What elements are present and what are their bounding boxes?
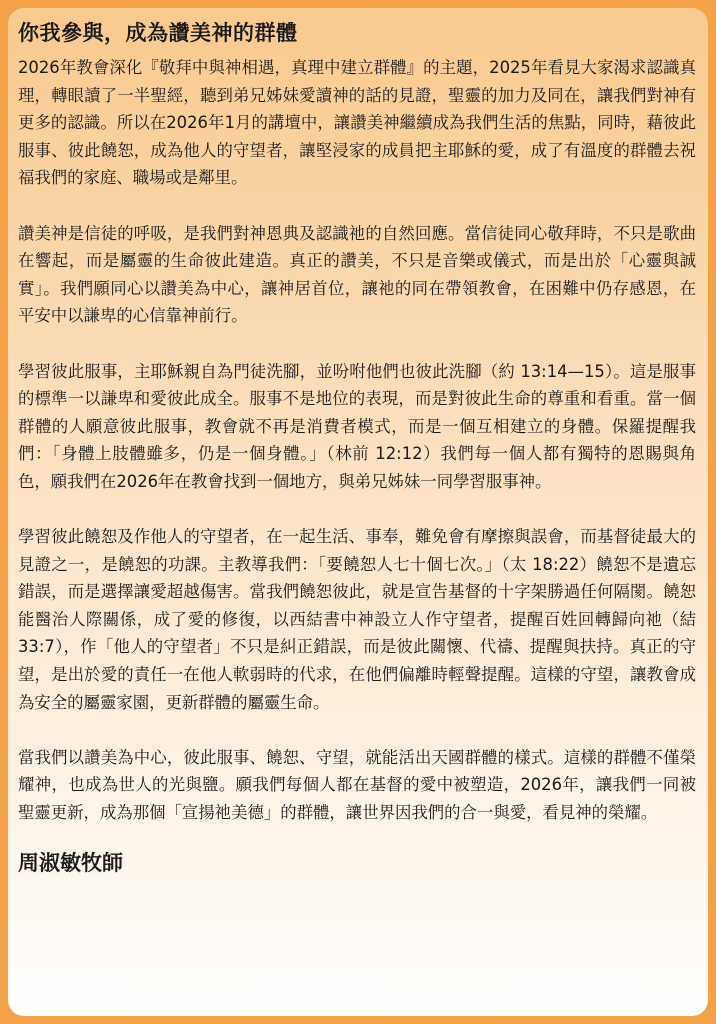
author-signature: 周淑敏牧師 (18, 851, 123, 876)
paragraph-praise: 讚美神是信徒的呼吸，是我們對神恩典及認識祂的自然回應。當信徒同心敬拜時，不只是歌曲在響起，而是屬靈的生命彼此建造。真正的讚美，不只是音樂或儀式，而是出於「心靈與誠實」。我們願同心以讚美為中心，讓神居首位，讓祂的同在帶領教會，在困難中仍存感恩，在平安中以謙卑的心信靠神前行。 (18, 223, 696, 326)
article-title: 你我參與，成為讚美神的群體 (18, 21, 298, 45)
paragraph-forgive: 學習彼此饒恕及作他人的守望者，在一起生活、事奉，難免會有摩擦與誤會，而基督徒最大的見證之一，是饒恕的功課。主教導我們：「要饒恕人七十個七次。」（太 18:22）饒恕不是遺忘錯誤，而是選擇讓愛超越傷害。當我們饒恕彼此，就是宣告基督的十字架勝過任何隔閡。饒恕能醫治人際關係，成了愛的修復，以西結書中神設立人作守望者，提醒百姓回轉歸向祂（結 33:7），作「他人的守望者」不只是糾正錯誤，而是彼此關懷、代禱、提醒與扶持。真正的守望，是出於愛的責任一在他人軟弱時的代求，在他們偏離時輕聲提醒。這樣的守望，讓教會成為安全的屬靈家園，更新群體的屬靈生命。 (18, 527, 696, 712)
article-card (8, 8, 708, 1016)
paragraph-intro: 2026年教會深化『敬拜中與神相遇，真理中建立群體』的主題，2025年看見大家渴求認識真理，轉眼讀了一半聖經，聽到弟兄姊妹愛讀神的話的見證，聖靈的加力及同在，讓我們對神有更多的認識。所以在2026年1月的講壇中，讓讚美神繼續成為我們生活的焦點，同時，藉彼此服事、彼此饒恕，成為他人的守望者，讓堅浸家的成員把主耶穌的愛，成了有溫度的群體去祝福我們的家庭、職場或是鄰里。 (18, 58, 696, 188)
paragraph-serve: 學習彼此服事，主耶穌親自為門徒洗腳，並吩咐他們也彼此洗腳（約 13:14—15）。這是服事的標準一以謙卑和愛彼此成全。服事不是地位的表現，而是對彼此生命的尊重和看重。當一個群體的人願意彼此服事，教會就不再是消費者模式，而是一個互相建立的身體。保羅提醒我們：「身體上肢體雖多，仍是一個身體。」（林前 12:12）我們每一個人都有獨特的恩賜與角色，願我們在2026年在教會找到一個地方，與弟兄姊妹一同學習服事神。 (18, 361, 696, 491)
paragraph-conclusion: 當我們以讚美為中心，彼此服事、饒恕、守望，就能活出天國群體的樣式。這樣的群體不僅榮耀神，也成為世人的光與鹽。願我們每個人都在基督的愛中被塑造，2026年，讓我們一同被聖靈更新，成為那個「宣揚祂美德」的群體，讓世界因我們的合一與愛，看見神的榮耀。 (18, 747, 696, 823)
